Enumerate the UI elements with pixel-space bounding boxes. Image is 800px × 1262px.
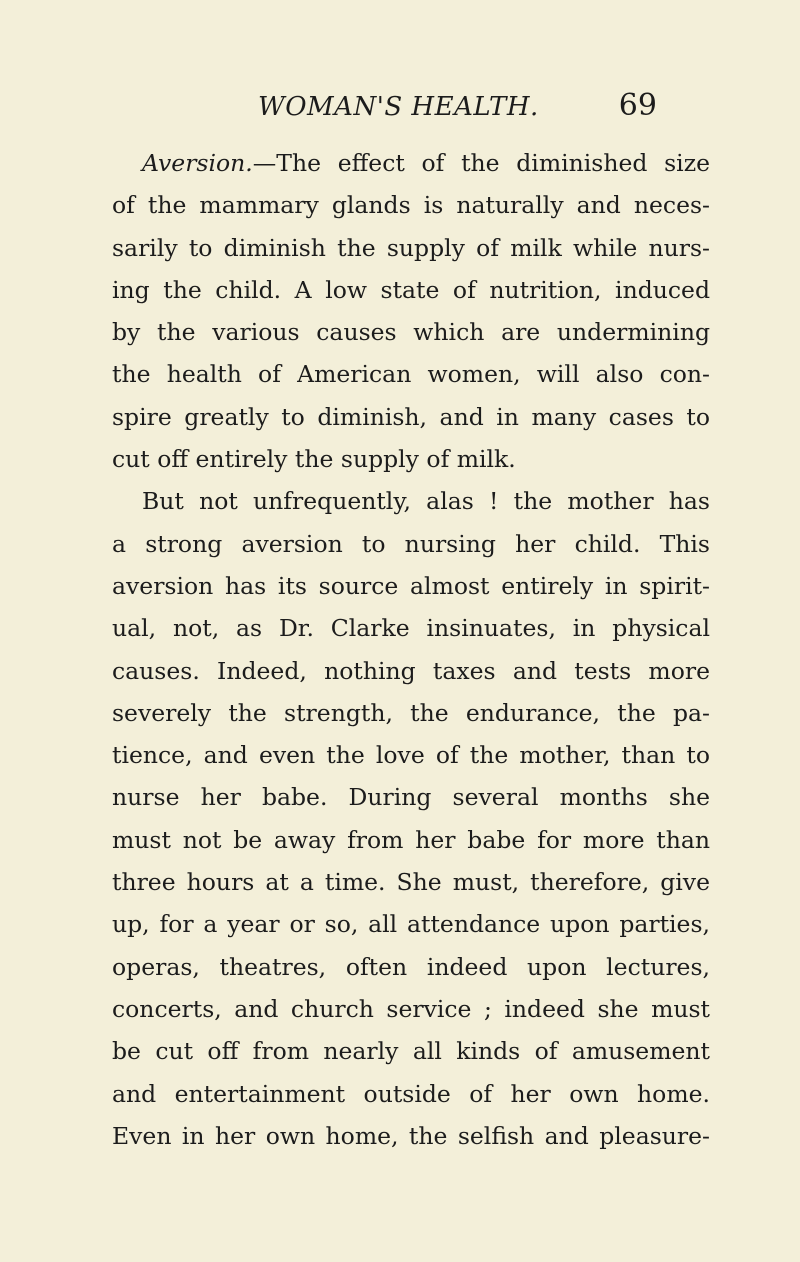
text-line: severely the strength, the endurance, the pa- <box>112 698 710 727</box>
running-head <box>258 88 718 128</box>
text-line: must not be away from her babe for more than <box>112 825 710 854</box>
text-line: operas, theatres, often indeed upon lectures, <box>112 952 710 981</box>
text-line: aversion has its source almost entirely in spirit- <box>112 571 710 600</box>
text-line: spire greatly to diminish, and in many cases to <box>112 402 710 431</box>
text-line: concerts, and church service ; indeed she must <box>112 994 710 1023</box>
text-line: and entertainment outside of her own home. <box>112 1079 710 1108</box>
text-line: ual, not, as Dr. Clarke insinuates, in physical <box>112 614 710 643</box>
text-line: tience, and even the love of the mother, than to <box>112 741 710 770</box>
body-text <box>112 142 710 1157</box>
text-line: the health of American women, will also con- <box>112 360 710 389</box>
text-line: a strong aversion to nursing her child. This <box>112 529 710 558</box>
running-title: WOMAN'S HEALTH. <box>258 92 539 122</box>
text-line: nurse her babe. During several months she <box>112 783 710 812</box>
text-line-content: —The effect of the diminished size <box>252 149 710 177</box>
text-line: But not unfrequently, alas ! the mother has <box>142 487 710 516</box>
text-line: by the various causes which are undermining <box>112 318 710 347</box>
text-line: Even in her own home, the selfish and pleasure- <box>112 1121 710 1150</box>
text-line: three hours at a time. She must, therefore, give <box>112 868 710 897</box>
text-line: cut off entirely the supply of milk. <box>112 445 516 474</box>
text-line: up, for a year or so, all attendance upon parties, <box>112 910 710 939</box>
section-heading: Aversion. <box>142 149 253 177</box>
text-line: ing the child. A low state of nutrition, induced <box>112 275 710 304</box>
text-line: of the mammary glands is naturally and neces- <box>112 191 710 220</box>
text-line <box>112 142 710 184</box>
page-number: 69 <box>618 88 657 123</box>
text-line: be cut off from nearly all kinds of amusement <box>112 1037 710 1066</box>
text-line: causes. Indeed, nothing taxes and tests more <box>112 656 710 685</box>
text-line: sarily to diminish the supply of milk while nurs- <box>112 233 710 262</box>
